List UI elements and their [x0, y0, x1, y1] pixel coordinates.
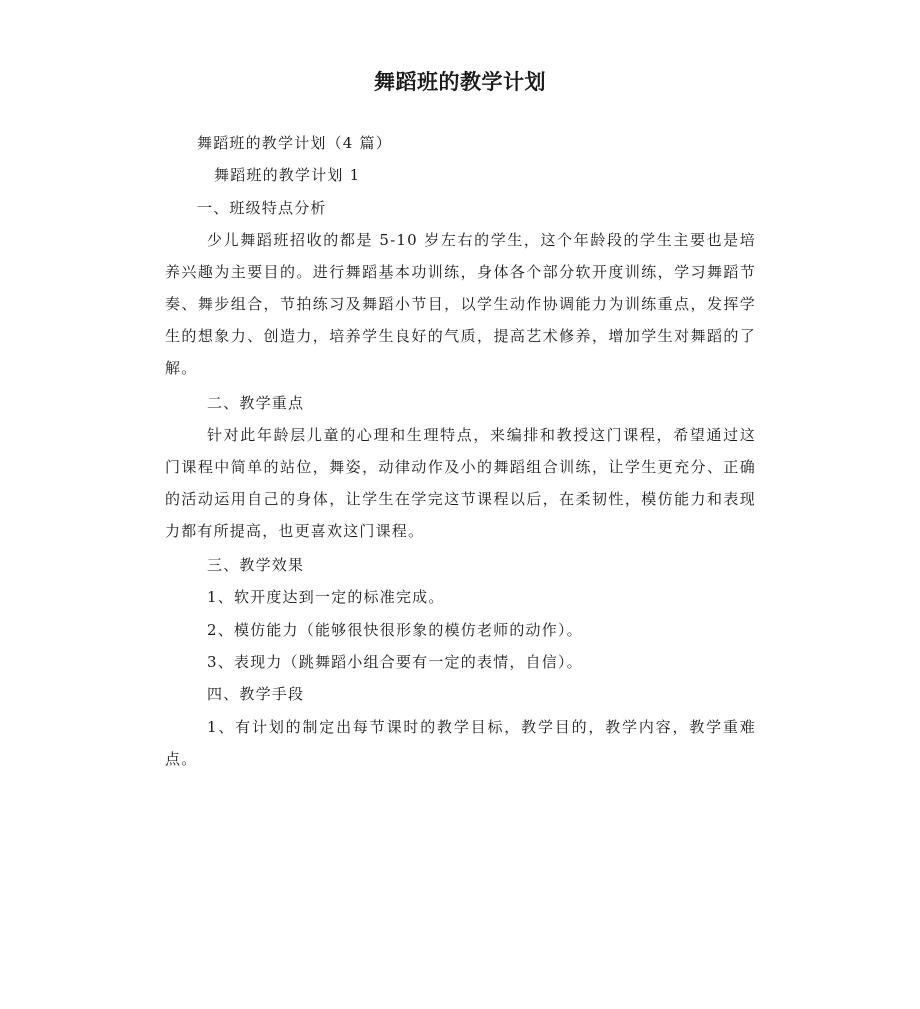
section1-heading: 一、班级特点分析 — [197, 199, 327, 217]
section1-paragraph: 少儿舞蹈班招收的都是 5-10 岁左右的学生，这个年龄段的学生主要也是培养兴趣为主要目的。进行舞蹈基本功训练，身体各个部分软开度训练，学习舞蹈节奏、舞步组合，节拍练习及舞蹈小节目，以学生动作协调能力为训练重点，发挥学生的想象力、创造力，培养学生良好的气质，提高艺术修养，增加学生对舞蹈的了解。 — [165, 231, 756, 377]
section2-paragraph: 针对此年龄层儿童的心理和生理特点，来编排和教授这门课程，希望通过这门课程中简单的站位，舞姿，动律动作及小的舞蹈组合训练，让学生更充分、正确的活动运用自己的身体，让学生在学完这节课程以后，在柔韧性，模仿能力和表现力都有所提高，也更喜欢这门课程。 — [165, 426, 756, 540]
document-title: 舞蹈班的教学计划 — [374, 70, 546, 94]
section3-item: 3、表现力（跳舞蹈小组合要有一定的表情，自信）。 — [207, 653, 583, 671]
section2-heading: 二、教学重点 — [207, 394, 305, 412]
part-heading: 舞蹈班的教学计划 1 — [214, 166, 361, 184]
section3-item: 2、模仿能力（能够很快很形象的模仿老师的动作）。 — [207, 621, 583, 639]
section4-paragraph: 1、有计划的制定出每节课时的教学目标，教学目的，教学内容，教学重难点。 — [165, 718, 756, 768]
section4-heading: 四、教学手段 — [207, 685, 305, 703]
document-subtitle: 舞蹈班的教学计划（4 篇） — [197, 134, 392, 152]
section3-item: 1、软开度达到一定的标准完成。 — [207, 588, 445, 606]
section3-heading: 三、教学效果 — [207, 556, 305, 574]
